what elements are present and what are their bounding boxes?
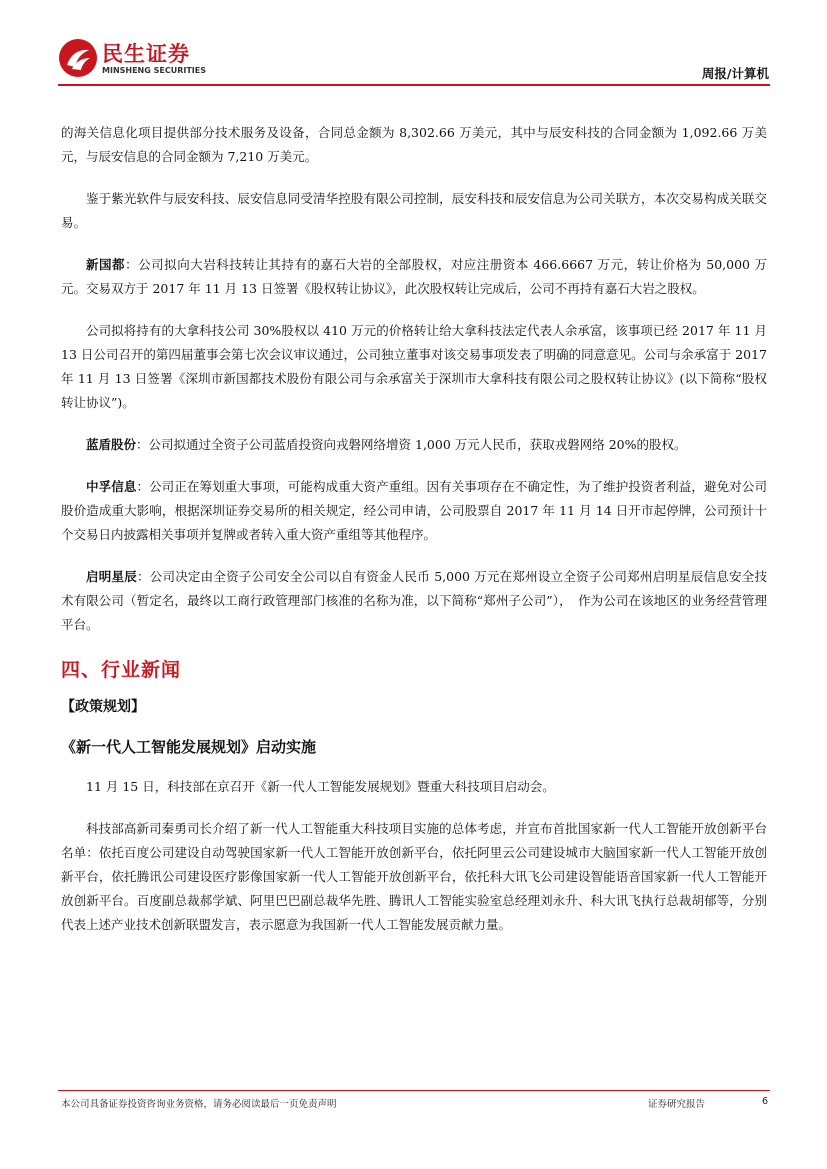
brand-logo xyxy=(58,38,218,80)
paragraph xyxy=(61,475,767,547)
paragraph-text: ：公司决定由全资子公司安全公司以自有资金人民币 5,000 万元在郑州设立全资子公司郑州启明星辰信息安全技术有限公司（暂定名，最终以工商行政管理部门核准的名称为准，以下简称“郑州子公司”）， 作为公司在该地区的业务经营管理平台。 xyxy=(61,569,767,632)
footer-divider xyxy=(58,1090,770,1091)
report-type: 周报/计算机 xyxy=(701,66,769,81)
paragraph xyxy=(61,433,767,457)
company-label: 中孚信息 xyxy=(86,479,137,494)
paragraph xyxy=(61,565,767,637)
section-title: 四、行业新闻 xyxy=(61,659,182,681)
news-topic-title: 《新一代人工智能发展规划》启动实施 xyxy=(61,738,317,756)
paragraph: 公司拟将持有的大拿科技公司 30%股权以 410 万元的价格转让给大拿科技法定代表人余承富，该事项已经 2017 年 11 月 13 日公司召开的第四届董事会第七次会议审议通过，公司独立董事对该交易事项发表了明确的同意意见。公司与余承富于 2017 年 11 月 13 日签署《深圳市新国都技术股份有限公司与余承富关于深圳市大拿科技有限公司之股权转让协议》(以下简称“股权转让协议”)。 xyxy=(61,323,767,410)
page-header xyxy=(0,0,827,90)
paragraph-text: ：公司正在筹划重大事项，可能构成重大资产重组。因有关事项存在不确定性，为了维护投资者利益，避免对公司股价造成重大影响，根据深圳证券交易所的相关规定，经公司申请，公司股票自 2017 年 11 月 14 日开市起停牌，公司预计十个交易日内披露相关事项并复牌或者转入重大资产重组等其他程序。 xyxy=(61,479,767,542)
company-label: 启明星辰 xyxy=(86,569,137,584)
paragraph-text: ：公司拟向大岩科技转让其持有的嘉石大岩的全部股权，对应注册资本 466.6667 万元，转让价格为 50,000 万元。交易双方于 2017 年 11 月 13 日签署《股权转让协议》，此次股权转让完成后，公司不再持有嘉石大岩之股权。 xyxy=(61,257,767,296)
paragraph: 的海关信息化项目提供部分技术服务及设备，合同总金额为 8,302.66 万美元，其中与辰安科技的合同金额为 1,092.66 万美元，与辰安信息的合同金额为 7,210 万美元。 xyxy=(61,125,767,164)
subsection-heading: 【政策规划】 xyxy=(61,699,145,715)
minsheng-logo-icon xyxy=(58,38,98,78)
company-label: 蓝盾股份 xyxy=(86,437,137,452)
footer-disclaimer: 本公司具备证券投资咨询业务资格，请务必阅读最后一页免责声明 xyxy=(61,1099,337,1110)
paragraph: 科技部高新司秦勇司长介绍了新一代人工智能重大科技项目实施的总体考虑，并宣布首批国家新一代人工智能开放创新平台名单：依托百度公司建设自动驾驶国家新一代人工智能开放创新平台，依托阿里云公司建设城市大脑国家新一代人工智能开放创新平台，依托腾讯公司建设医疗影像国家新一代人工智能开放创新平台，依托科大讯飞公司建设智能语音国家新一代人工智能开放创新平台。百度副总裁郝学斌、阿里巴巴副总裁华先胜、腾讯人工智能实验室总经理刘永升、科大讯飞执行总裁胡郁等，分别代表上述产业技术创新联盟发言，表示愿意为我国新一代人工智能发展贡献力量。 xyxy=(61,821,767,932)
paragraph: 鉴于紫光软件与辰安科技、辰安信息同受清华控股有限公司控制，辰安科技和辰安信息为公司关联方，本次交易构成关联交易。 xyxy=(61,191,767,230)
page-number: 6 xyxy=(762,1096,769,1107)
document-body xyxy=(61,121,767,955)
brand-name-cn: 民生证券 xyxy=(102,42,190,66)
paragraph xyxy=(61,253,767,301)
paragraph: 11 月 15 日，科技部在京召开《新一代人工智能发展规划》暨重大科技项目启动会。 xyxy=(86,779,555,794)
paragraph-text: ：公司拟通过全资子公司蓝盾投资向戎磐网络增资 1,000 万元人民币，获取戎磐网络 20%的股权。 xyxy=(136,437,687,452)
company-label: 新国都 xyxy=(86,257,126,272)
footer-doc-type: 证券研究报告 xyxy=(648,1099,706,1110)
header-divider xyxy=(58,84,770,86)
brand-name-en: MINSHENG SECURITIES xyxy=(102,66,206,75)
